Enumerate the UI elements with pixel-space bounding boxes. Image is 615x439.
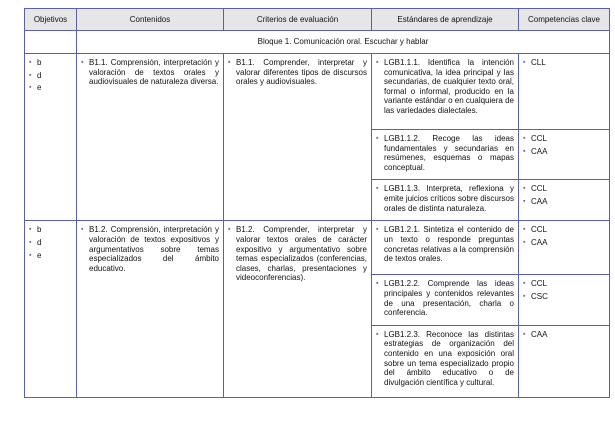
- curriculum-table: [24, 8, 610, 398]
- objetivos-cell: [25, 221, 77, 397]
- estandar-cell: [372, 325, 519, 397]
- estandar-cell: [372, 221, 519, 275]
- estandar-cell: [372, 54, 519, 130]
- criterio-item: ▪ B1.2. Comprender, interpretar y valorar textos orales de carácter expositivo y argumentativo sobre temas especializados (conferencias, clases, charlas, presentaciones y videoconferencias).: [228, 225, 367, 283]
- estandar-item: ▪ LGB1.1.1. Identifica la intención comunicativa, la idea principal y las secundarias, de cualquier texto oral, formal o informal, producido en la variante estándar o en cualquiera de las variedades dialectales.: [376, 58, 514, 116]
- header-estandares: Estándares de aprendizaje: [372, 9, 519, 31]
- header-objetivos: Objetivos: [25, 9, 77, 31]
- estandar-item: ▪ LGB1.2.3. Reconoce las distintas estrategias de organización del contenido en una exposición oral sobre un tema especializado propio del ámbito educativo o de divulgación científica y cultural.: [376, 330, 514, 388]
- estandar-item: ▪ LGB1.1.2. Recoge las ideas fundamentales y secundarias en resúmenes, esquemas o mapas conceptual.: [376, 134, 514, 172]
- criterio-cell: [224, 54, 372, 221]
- contenido-item: ▪ B1.2. Comprensión, interpretación y valoración de textos expositivos y argumentativos sobre temas especializados del ámbito educativo.: [81, 225, 219, 273]
- competencia-item: ▪ CAA: [523, 197, 605, 207]
- estandar-cell: [372, 275, 519, 325]
- competencia-item: ▪ CLL: [523, 58, 605, 68]
- header-contenidos: Contenidos: [77, 9, 224, 31]
- objetivo-item: ▪ b: [29, 58, 72, 68]
- estandar-cell: [372, 130, 519, 180]
- objetivo-item: ▪ e: [29, 251, 72, 261]
- contenido-cell: [77, 221, 224, 397]
- competencia-item: ▪ CCL: [523, 279, 605, 289]
- competencia-item: ▪ CCL: [523, 184, 605, 194]
- header-row: [25, 9, 610, 31]
- table-row: [25, 54, 610, 130]
- competencias-cell: [519, 180, 610, 221]
- estandar-item: ▪ LGB1.1.3. Interpreta, reflexiona y emite juicios críticos sobre discursos orales de distinta naturaleza.: [376, 184, 514, 213]
- contenido-cell: [77, 54, 224, 221]
- competencias-cell: [519, 54, 610, 130]
- competencia-item: ▪ CCL: [523, 134, 605, 144]
- estandar-item: ▪ LGB1.2.2. Comprende las ideas principales y contenidos relevantes de una presentación, charla o conferencia.: [376, 279, 514, 317]
- objetivo-item: ▪ d: [29, 238, 72, 248]
- contenido-item: ▪ B1.1. Comprensión, interpretación y valoración de textos orales y audiovisuales de naturaleza diversa.: [81, 58, 219, 87]
- estandar-item: ▪ LGB1.2.1. Sintetiza el contenido de un texto o responde preguntas concretas relativas a la comprensión de textos orales.: [376, 225, 514, 263]
- header-criterios: Criterios de evaluación: [224, 9, 372, 31]
- criterio-cell: [224, 221, 372, 397]
- competencias-cell: [519, 130, 610, 180]
- competencia-item: ▪ CAA: [523, 238, 605, 248]
- competencias-cell: [519, 221, 610, 275]
- competencia-item: ▪ CSC: [523, 292, 605, 302]
- objetivos-cell: [25, 54, 77, 221]
- block-row: [25, 31, 610, 54]
- table-row: [25, 221, 610, 275]
- criterio-item: ▪ B1.1. Comprender, interpretar y valorar diferentes tipos de discursos orales y audiovisuales.: [228, 58, 367, 87]
- objetivo-item: ▪ e: [29, 83, 72, 93]
- competencia-item: ▪ CAA: [523, 330, 605, 340]
- objetivo-item: ▪ b: [29, 225, 72, 235]
- block-title: Bloque 1. Comunicación oral. Escuchar y hablar: [77, 31, 610, 54]
- competencias-cell: [519, 275, 610, 325]
- estandar-cell: [372, 180, 519, 221]
- block-spacer: [25, 31, 77, 54]
- competencia-item: ▪ CCL: [523, 225, 605, 235]
- competencia-item: ▪ CAA: [523, 147, 605, 157]
- header-competencias: Competencias clave: [519, 9, 610, 31]
- competencias-cell: [519, 325, 610, 397]
- objetivo-item: ▪ d: [29, 71, 72, 81]
